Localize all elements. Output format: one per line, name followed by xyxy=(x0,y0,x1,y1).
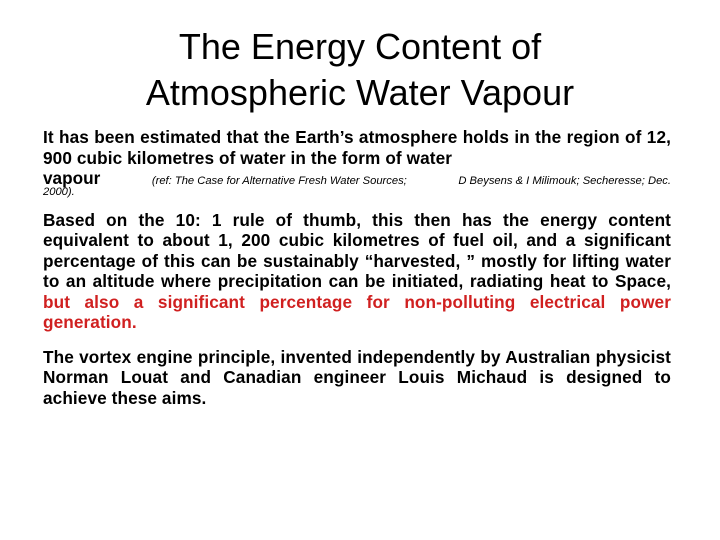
paragraph-2-highlight: but also a significant percentage for non-polluting electrical power generation. xyxy=(43,291,671,332)
slide-title-line-1: The Energy Content of xyxy=(178,26,542,67)
paragraph-3 xyxy=(43,347,671,409)
reference-year: 2000). xyxy=(43,185,75,198)
paragraph-3-text: The vortex engine principle, invented independently by Australian physicist Norman Louat and Canadian engineer Louis Michaud is designed to achieve these aims. xyxy=(43,346,671,408)
slide-body xyxy=(43,127,671,408)
paragraph-2-text: Based on the 10: 1 rule of thumb, this then has the energy content equivalent to about 1, 200 cubic kilometres of fuel oil, and a significant percentage of this can be sustainably “harvested, ” mostly for lifting water to an altitude where precipitation can be initiated, radiating heat to Space, xyxy=(43,209,671,291)
reference-authors: D Beysens & I Milimouk; Secheresse; Dec. xyxy=(458,175,671,187)
paragraph-1 xyxy=(43,127,671,168)
paragraph-2 xyxy=(43,210,671,333)
paragraph-1-reference-row xyxy=(43,168,671,189)
slide-title-line-2: Atmospheric Water Vapour xyxy=(145,72,575,113)
paragraph-1-text: It has been estimated that the Earth’s atmosphere holds in the region of 12, 900 cubic kilometres of water in the form of water xyxy=(43,127,671,168)
paragraph-1-lead-word: vapour xyxy=(43,168,101,188)
reference-citation: (ref: The Case for Alternative Fresh Water Sources; xyxy=(151,175,407,187)
slide-title xyxy=(40,24,680,116)
